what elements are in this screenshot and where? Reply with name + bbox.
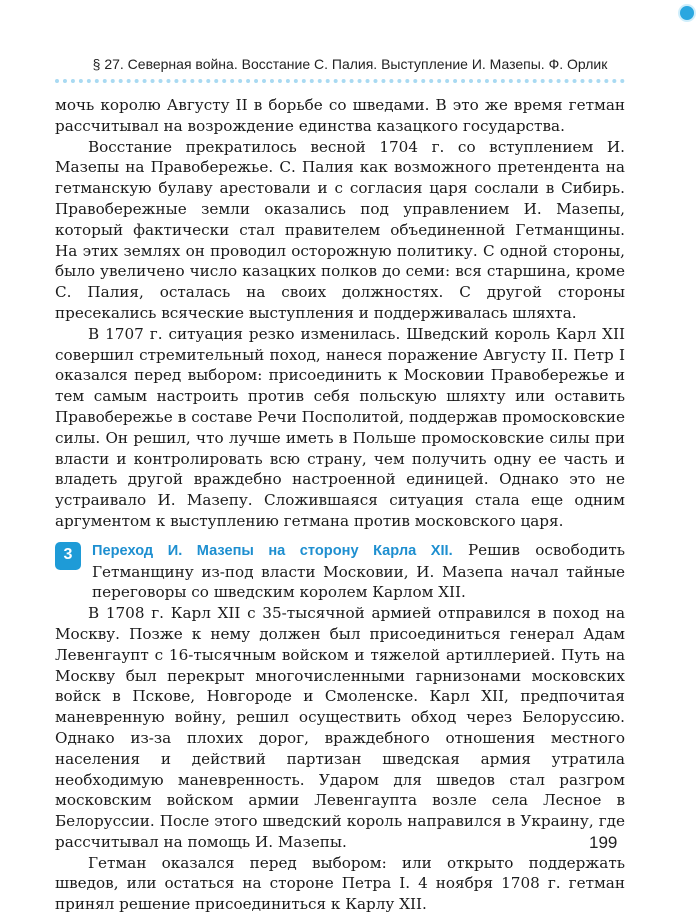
page-body xyxy=(55,95,625,915)
page-number: 199 xyxy=(589,833,618,852)
section-block xyxy=(55,540,625,603)
section-number-badge: 3 xyxy=(55,542,81,570)
section-title: Переход И. Мазепы на сторону Карла XII. xyxy=(92,542,453,559)
paragraph-continuation: мочь королю Августу II в борьбе со шведами. В это же время гетман рассчитывал на возрождение единства казацкого государства. xyxy=(55,96,625,135)
paragraph: В 1708 г. Карл XII с 35-тысячной армией отправился в поход на Москву. Позже к нему должен был присоединиться генерал Адам Левенгаупт с 16-тысячным войском и тяжелой артиллерией. Путь на Москву был перекрыт многочисленными гарнизонами московских войск в Пскове, Новгороде и Смоленске. Карл XII, предпочитая маневренную войну, решил осуществить обход через Белоруссию. Однако из-за плохих дорог, враждебного отношения местного населения и действий партизан шведская армия утратила необходимую маневренность. Ударом для шведов стал разгром московским войском армии Левенгаупта возле села Лесное в Белоруссии. После этого шведский король направился в Украину, где рассчитывал на помощь И. Мазепы. xyxy=(55,604,625,851)
header-divider xyxy=(55,79,625,83)
paragraph: В 1707 г. ситуация резко изменилась. Шведский король Карл XII совершил стремительный поход, нанеся поражение Августу II. Петр I оказался перед выбором: присоединить к Московии Правобережье и тем самым настроить против себя польскую шляхту или оставить Правобережье в составе Речи Посполитой, поддержав промосковские силы. Он решил, что лучше иметь в Польше промосковские силы при власти и контролировать всю страну, чем получить одну ее часть и владеть другой враждебно настроенной единицей. Однако это не устраивало И. Мазепу. Сложившаяся ситуация стала еще одним аргументом к выступлению гетмана против московского царя. xyxy=(55,324,625,530)
section-lead-text: Решив освободить Гетманщину из-под власти Московии, И. Мазепа начал тайные переговоры со шведским королем Карлом XII. xyxy=(92,540,626,602)
section-lead-paragraph xyxy=(92,540,625,603)
paragraph: Восстание прекратилось весной 1704 г. со вступлением И. Мазепы на Правобережье. С. Палия как возможного претендента на гетманскую булаву арестовали и с согласия царя сослали в Сибирь. Правобережные земли оказались под управлением И. Мазепы, который фактически стал правителем объединенной Гетманщины. На этих землях он проводил осторожную политику. С одной стороны, было увеличено число казацких полков до семи: вся старшина, кроме С. Палия, осталась на своих должностях. С другой стороны пресекались всяческие выступления и поддерживалась шляхта. xyxy=(55,137,625,322)
publisher-logo-icon xyxy=(678,4,696,22)
running-header: § 27. Северная война. Восстание С. Палия. Выступление И. Мазепы. Ф. Орлик xyxy=(92,56,608,72)
paragraph: Гетман оказался перед выбором: или открыто поддержать шведов, или остаться на стороне Петра I. 4 ноября 1708 г. гетман принял решение присоединиться к Карлу XII. xyxy=(55,853,625,914)
